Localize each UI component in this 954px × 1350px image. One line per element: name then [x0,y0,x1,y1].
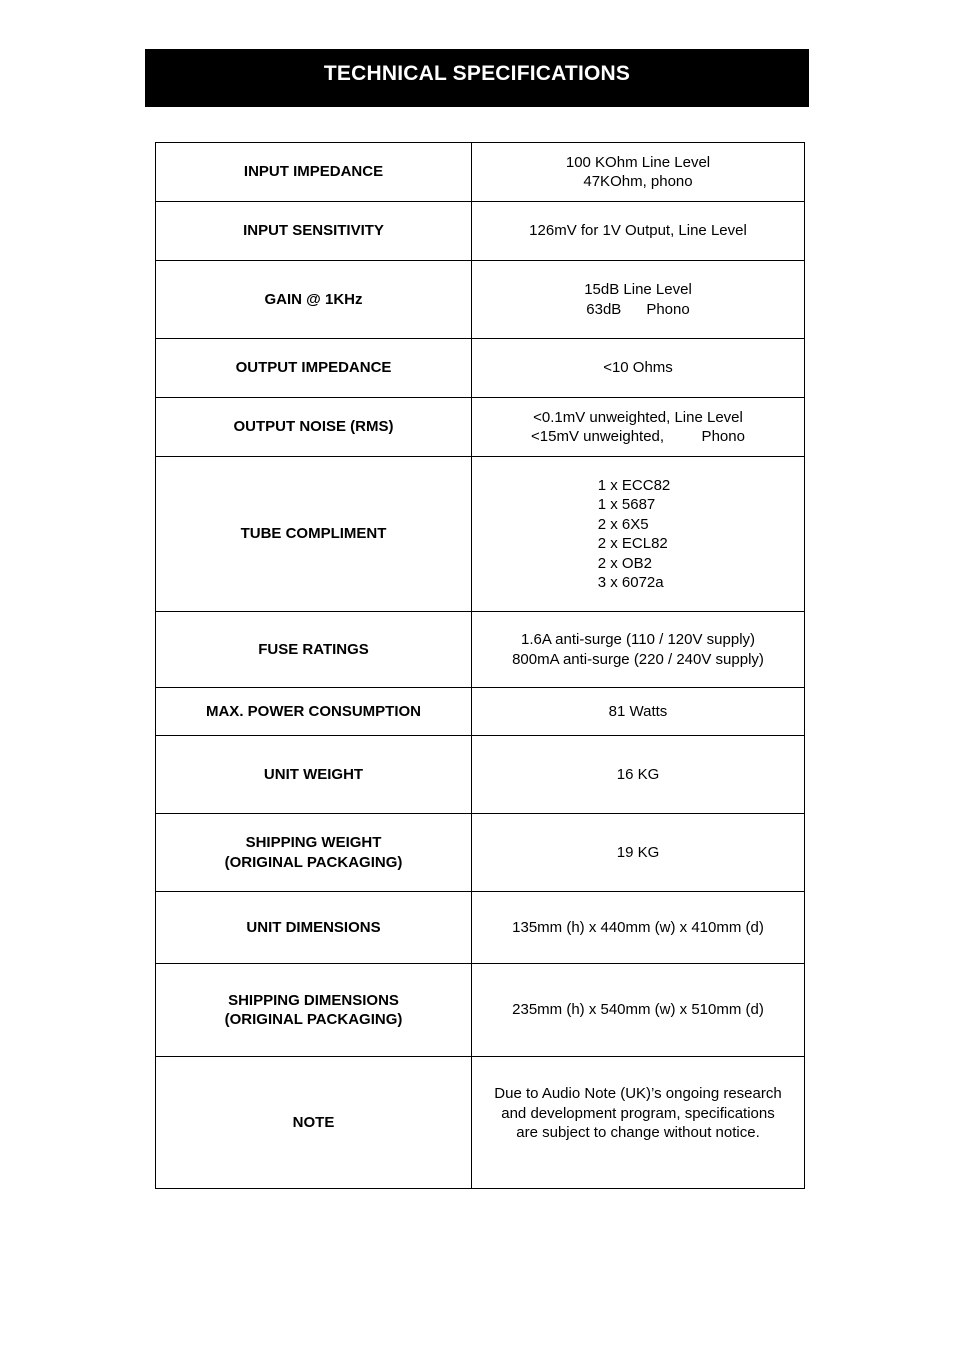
page-title: TECHNICAL SPECIFICATIONS [323,62,631,85]
spec-row-note [156,1057,805,1189]
spec-label [156,964,472,1057]
spec-value [472,339,805,398]
spec-value [472,814,805,892]
spec-value-line: 235mm (h) x 540mm (w) x 510mm (d) [512,1001,764,1019]
spec-label-line: UNIT WEIGHT [263,765,364,783]
spec-value-line: <0.1mV unweighted, Line Level [533,408,743,426]
specifications-table [155,142,805,1189]
spec-label-line: (ORIGINAL PACKAGING) [224,1011,403,1028]
spec-label [156,892,472,964]
spec-row-tube-compliment [156,457,805,612]
spec-value [472,202,805,261]
spec-value-line: 135mm (h) x 440mm (w) x 410mm (d) [512,918,764,936]
spec-label-line: OUTPUT IMPEDANCE [235,359,392,377]
spec-value [472,688,805,736]
spec-label [156,457,472,612]
spec-row-unit-dimensions [156,892,805,964]
spec-label-line: GAIN @ 1KHz [264,290,363,308]
spec-value-line: <15mV unweighted, Phono [531,428,745,445]
spec-row-fuse-ratings [156,612,805,688]
spec-label-line: INPUT SENSITIVITY [243,222,384,240]
spec-value-line: 100 KOhm Line Level [565,153,711,171]
tube-list-item: 1 x 5687 [597,496,656,513]
spec-label [156,339,472,398]
spec-value-line: 63dB Phono [586,300,690,318]
spec-value [472,964,805,1057]
spec-label-line: SHIPPING DIMENSIONS [228,991,399,1009]
spec-value [472,612,805,688]
spec-label-line: INPUT IMPEDANCE [243,163,384,181]
tube-list-item: 3 x 6072a [597,574,664,591]
spec-value-line: <10 Ohms [603,359,673,377]
spec-label [156,202,472,261]
spec-label-line: TUBE COMPLIMENT [240,525,387,543]
spec-label-line: SHIPPING WEIGHT [245,834,382,851]
spec-row-input-sensitivity [156,202,805,261]
spec-row-output-impedance [156,339,805,398]
spec-label-line: FUSE RATINGS [258,640,369,658]
title-bar [145,49,809,107]
spec-value [472,1057,805,1189]
spec-label [156,143,472,202]
spec-value-line: 16 KG [616,765,660,783]
tube-list-item: 1 x ECC82 [597,476,671,494]
tube-list-item: 2 x 6X5 [597,515,649,533]
spec-value-line: 1.6A anti-surge (110 / 120V supply) [520,631,756,648]
tube-list-item: 2 x OB2 [597,554,652,572]
spec-value-line: 126mV for 1V Output, Line Level [529,222,747,240]
spec-value-line: are subject to change without notice. [516,1124,760,1142]
spec-label [156,688,472,736]
spec-value-line: 15dB Line Level [584,281,692,298]
spec-row-shipping-weight [156,814,805,892]
spec-value [472,398,805,457]
spec-row-gain [156,261,805,339]
spec-value-line: 47KOhm, phono [583,173,693,190]
spec-label-line: OUTPUT NOISE (RMS) [233,418,394,436]
spec-value-line: and development program, specifications [501,1104,775,1122]
spec-label [156,736,472,814]
spec-value-line: 19 KG [616,843,660,861]
spec-row-input-impedance [156,143,805,202]
spec-label [156,814,472,892]
spec-row-shipping-dimensions [156,964,805,1057]
spec-label [156,261,472,339]
tube-list [598,476,671,593]
spec-value [472,261,805,339]
tube-list-item: 2 x ECL82 [597,535,668,552]
note-text [482,1084,794,1161]
spec-value [472,892,805,964]
spec-label-line: MAX. POWER CONSUMPTION [205,702,421,720]
spec-value-line: 81 Watts [608,702,668,720]
spec-label-line: UNIT DIMENSIONS [246,918,381,936]
spec-value-line: Due to Audio Note (UK)’s ongoing research [494,1085,782,1103]
spec-value-line: 800mA anti-surge (220 / 240V supply) [512,650,764,668]
spec-row-max-power [156,688,805,736]
spec-row-output-noise [156,398,805,457]
spec-label [156,612,472,688]
spec-row-unit-weight [156,736,805,814]
spec-value [472,457,805,612]
spec-label [156,398,472,457]
spec-label-line: (ORIGINAL PACKAGING) [224,853,403,871]
spec-label-line: NOTE [292,1113,335,1131]
spec-value [472,736,805,814]
spec-label [156,1057,472,1189]
spec-value [472,143,805,202]
